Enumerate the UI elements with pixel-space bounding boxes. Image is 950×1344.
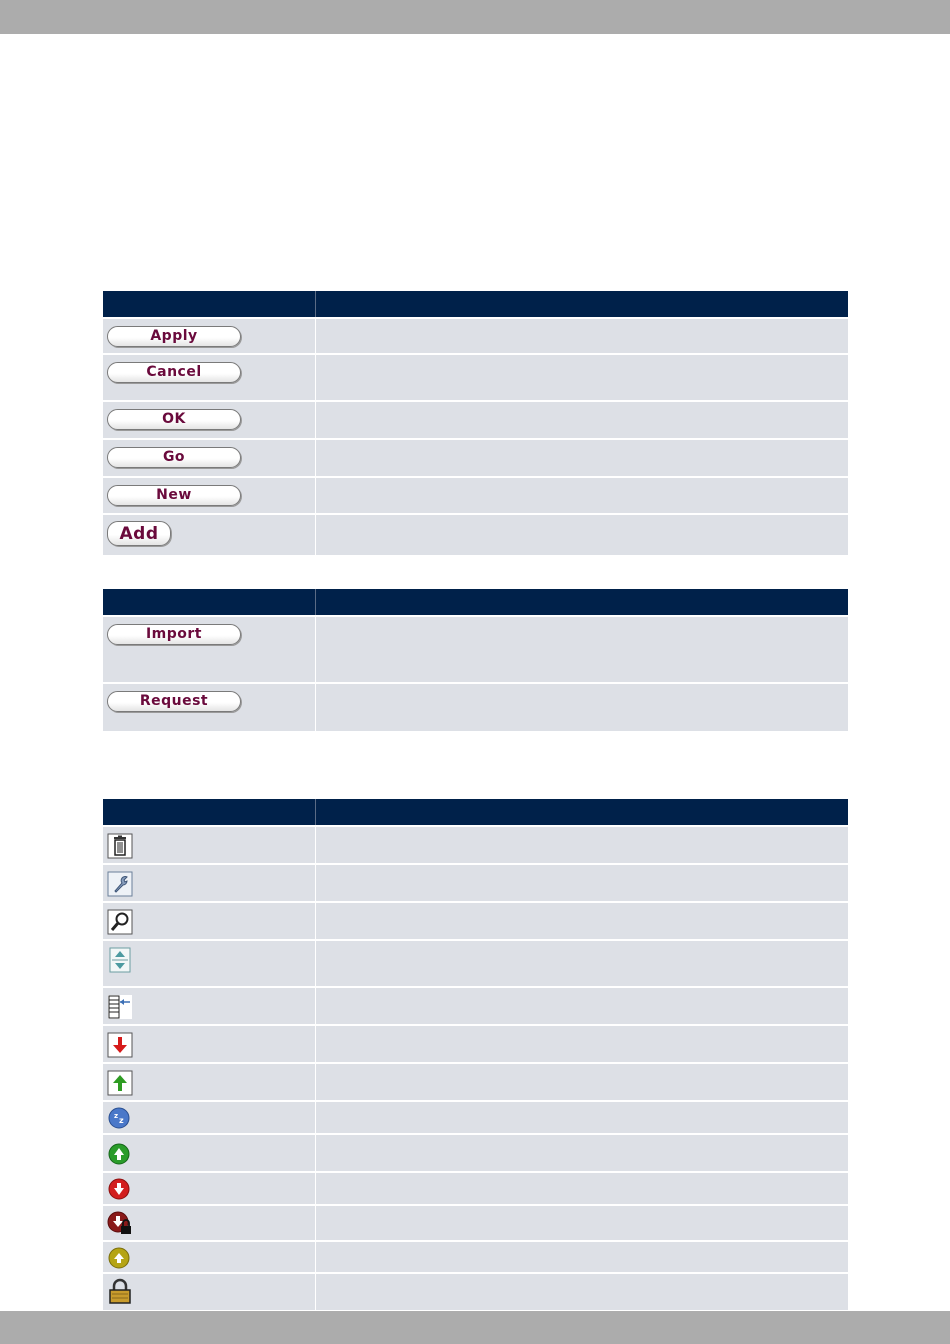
table-header [103,291,848,318]
table-row [103,987,848,1025]
table-row [103,1241,848,1273]
wrench-icon[interactable] [107,871,133,897]
table-row [103,1205,848,1241]
description-cell [315,1101,848,1134]
status-up-icon [107,1141,133,1167]
table-row [103,1172,848,1205]
description-cell [315,1241,848,1273]
insert-row-icon[interactable] [107,994,133,1020]
go-button[interactable]: Go [107,447,241,468]
description-cell [315,826,848,864]
description-cell [315,1205,848,1241]
description-cell [315,514,848,555]
description-cell [315,1134,848,1172]
table-row [103,683,848,731]
icons-table [103,799,848,1310]
special-buttons-table [103,589,848,731]
import-button[interactable]: Import [107,624,241,645]
move-up-down-icon[interactable] [107,947,133,973]
table-row [103,1063,848,1101]
status-blocked-icon [107,1210,133,1236]
description-cell [315,401,848,439]
description-cell [315,1025,848,1063]
cancel-button[interactable]: Cancel [107,362,241,383]
svg-text:z: z [114,1112,119,1120]
table-row [103,864,848,902]
table-row [103,354,848,401]
table-row [103,514,848,555]
description-cell [315,477,848,514]
description-cell [315,1063,848,1101]
description-cell [315,354,848,401]
description-cell [315,864,848,902]
table-header [103,589,848,616]
ok-button[interactable]: OK [107,409,241,430]
table-row [103,1273,848,1310]
description-cell [315,683,848,731]
status-down-icon [107,1176,133,1202]
page-top-bar [0,0,950,34]
request-button[interactable]: Request [107,691,241,712]
apply-button[interactable]: Apply [107,326,241,347]
page-bottom-bar [0,1311,950,1344]
description-cell [315,902,848,940]
table-header [103,799,848,826]
table-row [103,1134,848,1172]
svg-text:z: z [119,1116,124,1125]
table-row [103,1025,848,1063]
description-cell [315,1172,848,1205]
description-cell [315,439,848,477]
table-row [103,940,848,987]
table-row [103,826,848,864]
description-cell [315,987,848,1025]
status-dormant-icon [107,1105,133,1131]
table-row [103,1101,848,1134]
description-cell [315,1273,848,1310]
arrow-up-green-icon[interactable] [107,1070,133,1096]
description-cell [315,318,848,354]
status-going-up-icon [107,1245,133,1271]
new-button[interactable]: New [107,485,241,506]
table-row [103,477,848,514]
trash-icon[interactable] [107,833,133,859]
description-cell [315,616,848,683]
table-row [103,318,848,354]
magnifier-icon[interactable] [107,909,133,935]
description-cell [315,940,848,987]
table-row [103,439,848,477]
add-button[interactable]: Add [107,521,171,546]
arrow-down-red-icon[interactable] [107,1032,133,1058]
table-row [103,616,848,683]
padlock-icon [107,1278,133,1304]
table-row [103,902,848,940]
buttons-table [103,291,848,555]
table-row [103,401,848,439]
